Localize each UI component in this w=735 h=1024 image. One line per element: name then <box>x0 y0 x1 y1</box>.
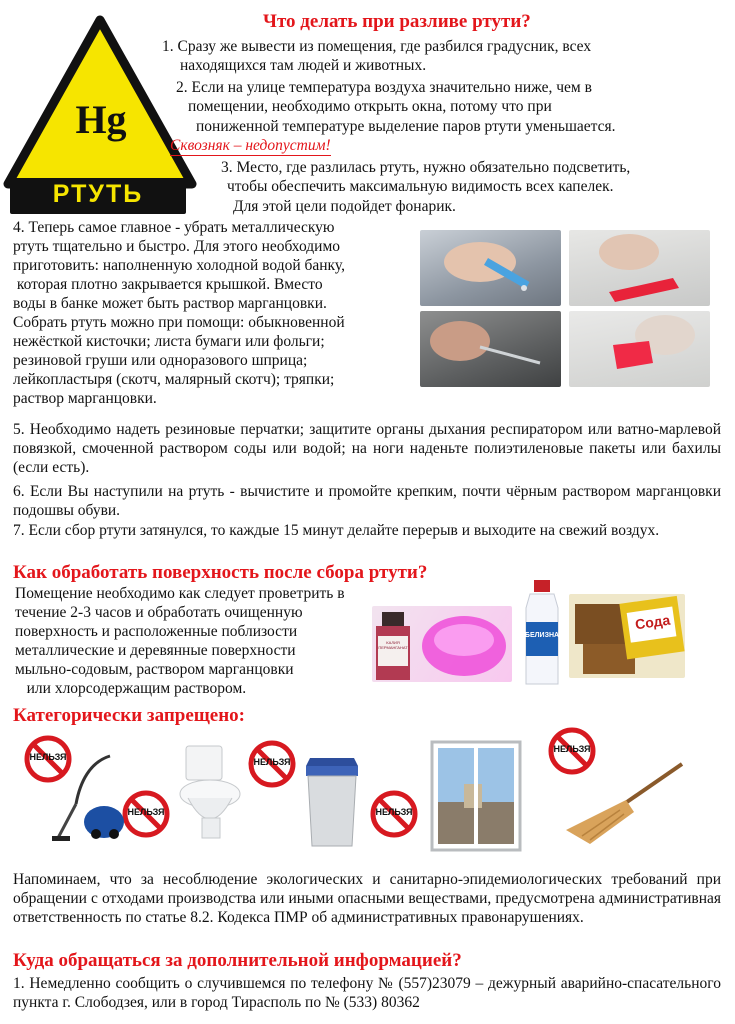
forbidden-section-title: Категорически запрещено: <box>13 705 246 726</box>
step-4-block <box>13 218 413 408</box>
photo-permanganate-solution <box>372 606 512 682</box>
toilet-icon <box>176 742 246 842</box>
ban-sign-trash <box>248 740 296 788</box>
contact-section-title: Куда обращаться за дополнительной информацией? <box>13 950 462 971</box>
surface-section-title: Как обработать поверхность после сбора ртути? <box>13 562 428 583</box>
broom-icon <box>560 760 686 846</box>
step-4-line: раствор марганцовки. <box>13 390 157 407</box>
ban-label: НЕЛЬЗЯ <box>29 752 67 762</box>
ban-label: НЕЛЬЗЯ <box>553 744 591 754</box>
surface-line: или хлорсодержащим раствором. <box>15 680 247 697</box>
surface-line: мыльно-содовым, раствором марганцовки <box>15 661 294 678</box>
ban-sign-toilet <box>122 790 170 838</box>
legal-reminder: Напоминаем, что за несоблюдение экологических и санитарно-эпидемиологических требований при обращении с отходами производства или иными опасными веществами, предусмотрена административная ответственность по статье 8.2. Кодекса ПМР об административных правонарушениях. <box>13 871 721 926</box>
step-2-line-2: помещении, необходимо открыть окна, потому что при <box>188 98 552 115</box>
step-4-line: резиновой груши или одноразового шприца; <box>13 352 308 369</box>
step-4-line: воды в банке может быть раствор марганцовки. <box>13 295 327 312</box>
photo-paper-scoop <box>569 230 710 306</box>
surface-line: металлические и деревянные поверхности <box>15 642 296 659</box>
step-4-line: 4. Теперь самое главное - убрать металлическую <box>13 219 335 236</box>
ban-sign-window <box>370 790 418 838</box>
step-2-line-3: пониженной температуре выделение паров ртути уменьшается. <box>196 118 616 135</box>
window-icon <box>430 740 522 852</box>
step-7: 7. Если сбор ртути затянулся, то каждые 15 минут делайте перерыв и выходите на свежий воздух. <box>13 522 660 539</box>
contact-text: 1. Немедленно сообщить о случившемся по телефону № (557)23079 – дежурный аварийно-спасательного пункта г. Слободзея, или в город Тирасполь по № (533) 80362 <box>13 975 721 1011</box>
photo-syringe-collecting <box>420 230 561 306</box>
ban-label: НЕЛЬЗЯ <box>375 807 413 817</box>
step-3-line-1: 3. Место, где разлилась ртуть, нужно обязательно подсветить, <box>221 159 631 176</box>
soda-label: Сода <box>634 611 672 633</box>
photo-bleach-bottle <box>522 578 562 688</box>
step-4-line: которая плотно закрывается крышкой. Вместо <box>13 276 323 293</box>
step-4-line: лейкопластыря (скотч, малярный скотч); тряпки; <box>13 371 335 388</box>
photo-tweezers <box>420 311 561 387</box>
surface-line: течение 2-3 часов и обработать очищенную <box>15 604 303 621</box>
step-2-line-1: 2. Если на улице температура воздуха значительно ниже, чем в <box>176 79 592 96</box>
step-1-line-1: 1. Сразу же вывести из помещения, где разбился градусник, всех <box>162 38 592 55</box>
photo-gloves-cleanup <box>569 311 710 387</box>
ban-label: НЕЛЬЗЯ <box>253 757 291 767</box>
step-4-line: нежёсткой кисточки; листа бумаги или фольги; <box>13 333 325 350</box>
bleach-label: БЕЛИЗНА <box>524 632 560 639</box>
hazard-symbol: Hg <box>75 97 127 142</box>
step-4-line: Собрать ртуть можно при помощи: обыкновенной <box>13 314 345 331</box>
surface-line: поверхность и расположенные поблизости <box>15 623 298 640</box>
step-5: 5. Необходимо надеть резиновые перчатки; защитите органы дыхания респиратором или ватно-марлевой повязкой, смоченной раствором соды или водой; на ноги наденьте полиэтиленовые пакеты или бахилы (если есть). <box>13 421 721 476</box>
step-3-line-3: Для этой цели подойдет фонарик. <box>233 198 456 215</box>
vacuum-cleaner-icon <box>50 752 128 844</box>
surface-text-block <box>15 584 375 698</box>
bottle-label: КАЛИЯ ПЕРМАНГАНАТ <box>378 640 408 650</box>
step-6: 6. Если Вы наступили на ртуть - вычистите и промойте крепким, почти чёрным раствором марганцовки подошвы обуви. <box>13 483 721 519</box>
page-title: Что делать при разливе ртути? <box>263 11 531 32</box>
hazard-label: РТУТЬ <box>52 180 144 208</box>
step-3-line-2: чтобы обеспечить максимальную видимость всех капелек. <box>227 178 614 195</box>
surface-line: Помещение необходимо как следует проветрить в <box>15 585 345 602</box>
draft-warning: Сквозняк – недопустим! <box>170 137 331 154</box>
ban-label: НЕЛЬЗЯ <box>127 807 165 817</box>
photo-soap-and-soda <box>569 594 685 678</box>
step-1-line-2: находящихся там людей и животных. <box>180 57 427 74</box>
trash-can-icon <box>302 754 362 850</box>
step-4-line: приготовить: наполненную холодной водой банку, <box>13 257 345 274</box>
step-4-line: ртуть тщательно и быстро. Для этого необходимо <box>13 238 341 255</box>
